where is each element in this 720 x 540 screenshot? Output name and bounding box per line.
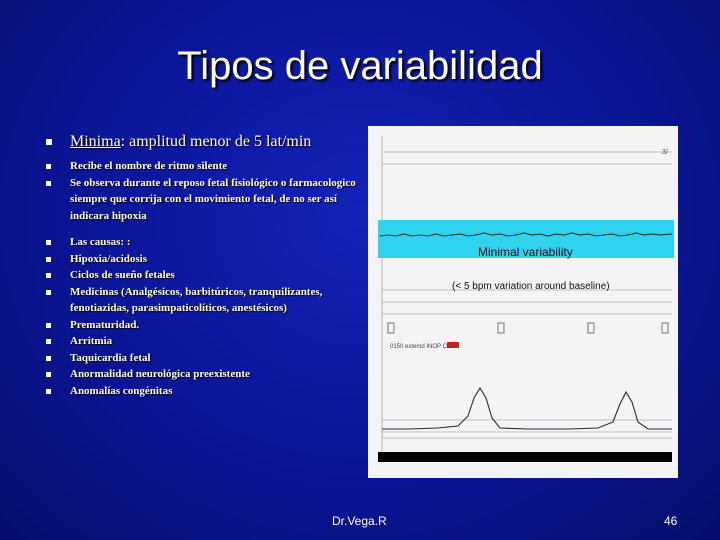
footer-author: Dr.Vega.R	[332, 514, 387, 528]
slide-title: Tipos de variabilidad	[177, 44, 543, 88]
bullet-item	[40, 284, 360, 317]
bullet-square-icon	[46, 139, 52, 145]
bullet-item	[40, 175, 360, 225]
figure-label-variation: (< 5 bpm variation around baseline)	[452, 281, 610, 292]
bullet-text: Arritmia	[70, 335, 113, 347]
bullet-square-icon	[46, 356, 51, 361]
bullet-text: Anomalías congénitas	[70, 384, 173, 397]
bullet-item	[40, 317, 360, 334]
bullet-item	[40, 251, 360, 268]
bullet-square-icon	[46, 164, 51, 169]
bullet-square-icon	[46, 240, 51, 245]
bullet-square-icon	[46, 389, 51, 394]
bullet-square-icon	[46, 181, 51, 186]
bullet-list	[40, 132, 360, 399]
bullet-text: Anormalidad neurológica preexistente	[70, 368, 250, 380]
bullet-item	[40, 267, 360, 284]
bullet-text: Las causas: :	[70, 236, 131, 248]
ctg-figure	[368, 126, 678, 478]
uterine-contraction-trace	[382, 388, 672, 429]
bullet-item	[40, 383, 360, 400]
ctg-trace-image	[368, 126, 678, 478]
bullet-item	[40, 366, 360, 383]
bullet-text: Prematuridad.	[70, 318, 140, 331]
bullet-text: Taquicardia fetal	[70, 351, 151, 364]
black-bar	[378, 452, 672, 462]
bullet-item	[40, 350, 360, 367]
figure-corner-text: 3/	[662, 149, 668, 156]
bullet-text: Ciclos de sueño fetales	[70, 269, 175, 281]
bullet-text: Medicinas (Analgésicos, barbitúricos, tranquilizantes, fenotiazidas, parasimpaticolíticos, anestésicos)	[70, 285, 323, 314]
figure-small-text: 0150 extemd INOP CUP	[390, 344, 456, 350]
bullet-text: Recibe el nombre de ritmo silente	[70, 160, 228, 172]
term-definition: : amplitud menor de 5 lat/min	[120, 133, 312, 150]
bullet-main	[40, 132, 360, 152]
bullet-item	[40, 234, 360, 251]
bullet-square-icon	[46, 273, 51, 278]
figure-label-minimal-variability: Minimal variability	[478, 245, 573, 259]
ctg-grid	[382, 136, 672, 456]
bullet-square-icon	[46, 372, 51, 377]
bullet-square-icon	[46, 257, 51, 262]
bullet-square-icon	[46, 290, 51, 295]
bullet-square-icon	[46, 323, 51, 328]
bullet-text: Hipoxia/acidosis	[70, 252, 148, 265]
bullet-square-icon	[46, 339, 51, 344]
bullet-item	[40, 158, 360, 175]
bullet-text: Se observa durante el reposo fetal fisiológico o farmacologico siempre que corrija con el movimiento fetal, de no ser así indicara hipoxia	[70, 176, 356, 222]
bullet-item	[40, 333, 360, 350]
term-minima: Minima	[70, 133, 121, 150]
page-number: 46	[664, 514, 678, 528]
